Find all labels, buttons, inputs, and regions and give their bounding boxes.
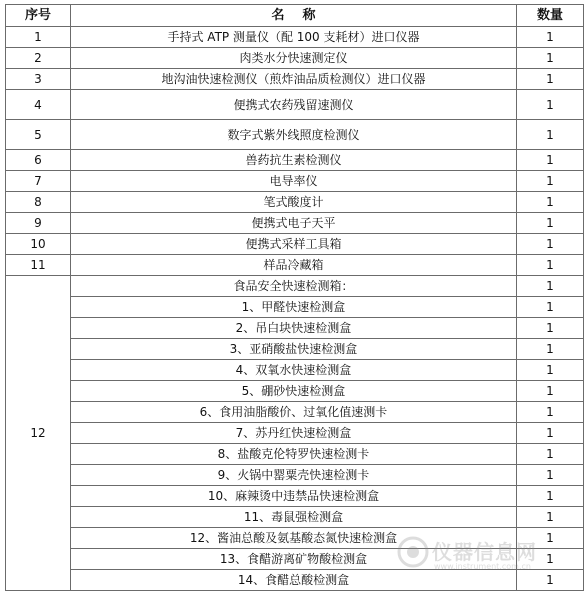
row-qty: 1 [517, 444, 584, 465]
header-qty: 数量 [517, 5, 584, 27]
table-row [6, 90, 584, 120]
row-qty: 1 [517, 255, 584, 276]
row-qty: 1 [517, 360, 584, 381]
row-name: 11、毒鼠强检测盒 [71, 507, 517, 528]
row-name: 1、甲醛快速检测盒 [71, 297, 517, 318]
row-qty: 1 [517, 27, 584, 48]
table-row [6, 213, 584, 234]
row-qty: 1 [517, 69, 584, 90]
table-row [6, 48, 584, 69]
table-row [6, 423, 584, 444]
watermark-url: www.instrument.com.cn [434, 562, 531, 571]
table-row [6, 381, 584, 402]
table-row [6, 276, 584, 297]
row-name: 7、苏丹红快速检测盒 [71, 423, 517, 444]
row-qty: 1 [517, 150, 584, 171]
row-qty: 1 [517, 549, 584, 570]
row-name: 数字式紫外线照度检测仪 [71, 120, 517, 150]
row-qty: 1 [517, 297, 584, 318]
instrument-list-table [5, 4, 584, 591]
table-row [6, 318, 584, 339]
row-name: 10、麻辣烫中违禁品快速检测盒 [71, 486, 517, 507]
table-row [6, 120, 584, 150]
row-qty: 1 [517, 48, 584, 69]
row-qty: 1 [517, 234, 584, 255]
table-row [6, 549, 584, 570]
row-no: 7 [6, 171, 71, 192]
table-row [6, 339, 584, 360]
row-name: 手持式 ATP 测量仪（配 100 支耗材）进口仪器 [71, 27, 517, 48]
row-qty: 1 [517, 192, 584, 213]
row-name: 便携式电子天平 [71, 213, 517, 234]
row-name: 3、亚硝酸盐快速检测盒 [71, 339, 517, 360]
table-row [6, 171, 584, 192]
table-row [6, 297, 584, 318]
row-no: 10 [6, 234, 71, 255]
row-no: 11 [6, 255, 71, 276]
row-no: 5 [6, 120, 71, 150]
row-name: 笔式酸度计 [71, 192, 517, 213]
row-no: 6 [6, 150, 71, 171]
row-name: 便携式农药残留速测仪 [71, 90, 517, 120]
row-no: 2 [6, 48, 71, 69]
row-name: 14、食醋总酸检测盒 [71, 570, 517, 591]
row-qty: 1 [517, 276, 584, 297]
table-row [6, 150, 584, 171]
row-qty: 1 [517, 90, 584, 120]
table-row [6, 528, 584, 549]
row-name: 6、食用油脂酸价、过氧化值速测卡 [71, 402, 517, 423]
row-qty: 1 [517, 120, 584, 150]
row-qty: 1 [517, 465, 584, 486]
row-qty: 1 [517, 402, 584, 423]
table-row [6, 570, 584, 591]
table-row [6, 255, 584, 276]
row-qty: 1 [517, 423, 584, 444]
row-name: 9、火锅中罂粟壳快速检测卡 [71, 465, 517, 486]
row-name: 兽药抗生素检测仪 [71, 150, 517, 171]
table-header-row [6, 5, 584, 27]
row-qty: 1 [517, 339, 584, 360]
table-row [6, 69, 584, 90]
row-qty: 1 [517, 570, 584, 591]
row-name: 4、双氧水快速检测盒 [71, 360, 517, 381]
row-no: 9 [6, 213, 71, 234]
watermark-text: 仪器信息网 [432, 540, 537, 564]
table-row [6, 192, 584, 213]
row-qty: 1 [517, 381, 584, 402]
row-no: 1 [6, 27, 71, 48]
row-name: 13、食醋游离矿物酸检测盒 [71, 549, 517, 570]
row-no: 3 [6, 69, 71, 90]
table-row [6, 402, 584, 423]
row-name: 肉类水分快速测定仪 [71, 48, 517, 69]
row-name: 食品安全快速检测箱： [71, 276, 517, 297]
row-name: 8、盐酸克伦特罗快速检测卡 [71, 444, 517, 465]
table-row [6, 507, 584, 528]
table-row [6, 465, 584, 486]
row-qty: 1 [517, 318, 584, 339]
row-qty: 1 [517, 213, 584, 234]
row-qty: 1 [517, 486, 584, 507]
row-name: 2、吊白块快速检测盒 [71, 318, 517, 339]
header-no: 序号 [6, 5, 71, 27]
row-no: 12 [6, 276, 71, 591]
row-qty: 1 [517, 507, 584, 528]
row-name: 样品冷藏箱 [71, 255, 517, 276]
table-row [6, 486, 584, 507]
row-no: 8 [6, 192, 71, 213]
row-qty: 1 [517, 528, 584, 549]
row-name: 12、酱油总酸及氨基酸态氮快速检测盒 [71, 528, 517, 549]
row-no: 4 [6, 90, 71, 120]
table-row [6, 360, 584, 381]
header-name: 名称 [71, 5, 517, 27]
row-name: 电导率仪 [71, 171, 517, 192]
table-row [6, 234, 584, 255]
table-row [6, 444, 584, 465]
table-row [6, 27, 584, 48]
row-qty: 1 [517, 171, 584, 192]
row-name: 地沟油快速检测仪（煎炸油品质检测仪）进口仪器 [71, 69, 517, 90]
row-name: 5、硼砂快速检测盒 [71, 381, 517, 402]
row-name: 便携式采样工具箱 [71, 234, 517, 255]
